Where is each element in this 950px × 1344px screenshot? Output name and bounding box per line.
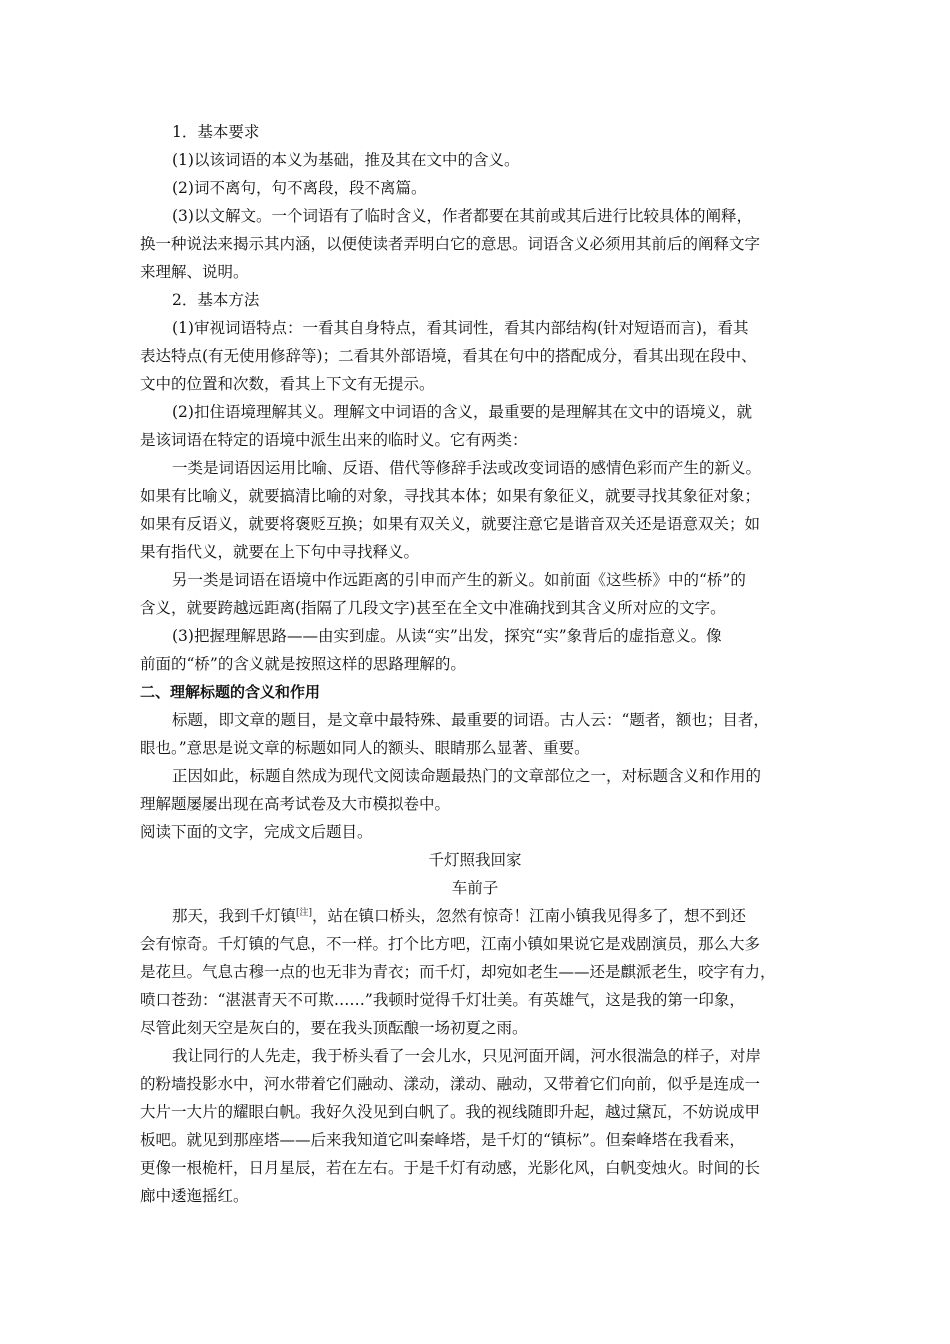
- paragraph-line: 含义，就要跨越远距离(指隔了几段文字)甚至在全文中准确找到其含义所对应的文字。: [140, 599, 726, 617]
- paragraph-line: 正因如此，标题自然成为现代文阅读命题最热门的文章部位之一，对标题含义和作用的: [172, 767, 762, 785]
- paragraph-line: 的粉墙投影水中，河水带着它们融动、漾动，漾动、融动，又带着它们向前，似乎是连成一: [140, 1075, 761, 1093]
- paragraph-line: (1)审视词语特点：一看其自身特点，看其词性，看其内部结构(针对短语而言)，看其: [172, 319, 749, 337]
- paragraph-line: [172, 905, 852, 927]
- paragraph-line: 表达特点(有无使用修辞等)；二看其外部语境，看其在句中的搭配成分，看其出现在段中、: [140, 347, 757, 365]
- subsection-title-basic-methods: 2．基本方法: [172, 291, 260, 309]
- paragraph-line: 果有指代义，就要在上下句中寻找释义。: [140, 543, 420, 561]
- paragraph-line: 眼也。”意思是说文章的标题如同人的额头、眼睛那么显著、重要。: [140, 739, 590, 757]
- paragraph-line: (1)以该词语的本义为基础，推及其在文中的含义。: [172, 151, 520, 169]
- subsection-title-basic-requirements: 1．基本要求: [172, 123, 260, 141]
- article-author: 车前子: [451, 879, 499, 897]
- paragraph-line: 如果有反语义，就要将褒贬互换；如果有双关义，就要注意它是谐音双关还是语意双关；如: [140, 515, 761, 533]
- article-title: 千灯照我回家: [428, 851, 522, 869]
- paragraph-line: 换一种说法来揭示其内涵，以便使读者弄明白它的意思。词语含义必须用其前后的阐释文字: [140, 235, 761, 253]
- reading-instruction: 阅读下面的文字，完成文后题目。: [140, 823, 373, 841]
- text-run: ，站在镇口桥头，忽然有惊奇！江南小镇我见得多了，想不到还: [312, 907, 747, 925]
- paragraph-line: 喷口苍劲：“湛湛青天不可欺……”我顿时觉得千灯壮美。有英雄气，这是我的第一印象，: [140, 991, 745, 1009]
- paragraph-line: 廊中逶迤摇红。: [140, 1187, 249, 1205]
- paragraph-line: 另一类是词语在语境中作远距离的引申而产生的新义。如前面《这些桥》中的“桥”的: [172, 571, 746, 589]
- paragraph-line: (2)扣住语境理解其义。理解文中词语的含义，最重要的是理解其在文中的语境义，就: [172, 403, 752, 421]
- paragraph-line: 是花旦。气息古穆一点的也无非为青衣；而千灯，却宛如老生——还是麒派老生，咬字有力，: [140, 963, 776, 981]
- paragraph-line: 会有惊奇。千灯镇的气息，不一样。打个比方吧，江南小镇如果说它是戏剧演员，那么大多: [140, 935, 761, 953]
- text-run: 那天，我到千灯镇: [172, 907, 297, 925]
- paragraph-line: (3)把握理解思路——由实到虚。从读“实”出发，探究“实”象背后的虚指意义。像: [172, 627, 722, 645]
- paragraph-line: 前面的“桥”的含义就是按照这样的思路理解的。: [140, 655, 466, 673]
- paragraph-line: 大片一大片的耀眼白帆。我好久没见到白帆了。我的视线随即升起，越过黛瓦，不妨说成甲: [140, 1103, 761, 1121]
- paragraph-line: (2)词不离句，句不离段，段不离篇。: [172, 179, 427, 197]
- paragraph-line: 板吧。就见到那座塔——后来我知道它叫秦峰塔，是千灯的“镇标”。但秦峰塔在我看来，: [140, 1131, 745, 1149]
- paragraph-line: 一类是词语因运用比喻、反语、借代等修辞手法或改变词语的感情色彩而产生的新义。: [172, 459, 762, 477]
- paragraph-line: 如果有比喻义，就要搞清比喻的对象，寻找其本体；如果有象征义，就要寻找其象征对象；: [140, 487, 761, 505]
- section-heading: 二、理解标题的含义和作用: [140, 683, 321, 701]
- paragraph-line: (3)以文解文。一个词语有了临时含义，作者都要在其前或其后进行比较具体的阐释，: [172, 207, 752, 225]
- paragraph-line: 更像一根桅杆，日月星辰，若在左右。于是千灯有动感，光影化风，白帆变烛火。时间的长: [140, 1159, 761, 1177]
- footnote-marker: [注]: [296, 907, 313, 918]
- paragraph-line: 是该词语在特定的语境中派生出来的临时义。它有两类：: [140, 431, 528, 449]
- paragraph-line: 标题，即文章的题目，是文章中最特殊、最重要的词语。古人云：“题者，额也；目者，: [172, 711, 769, 729]
- paragraph-line: 我让同行的人先走，我于桥头看了一会儿水，只见河面开阔，河水很湍急的样子，对岸: [172, 1047, 762, 1065]
- paragraph-line: 文中的位置和次数，看其上下文有无提示。: [140, 375, 435, 393]
- paragraph-line: 来理解、说明。: [140, 263, 249, 281]
- paragraph-line: 尽管此刻天空是灰白的，要在我头顶酝酿一场初夏之雨。: [140, 1019, 528, 1037]
- paragraph-line: 理解题屡屡出现在高考试卷及大市模拟卷中。: [140, 795, 451, 813]
